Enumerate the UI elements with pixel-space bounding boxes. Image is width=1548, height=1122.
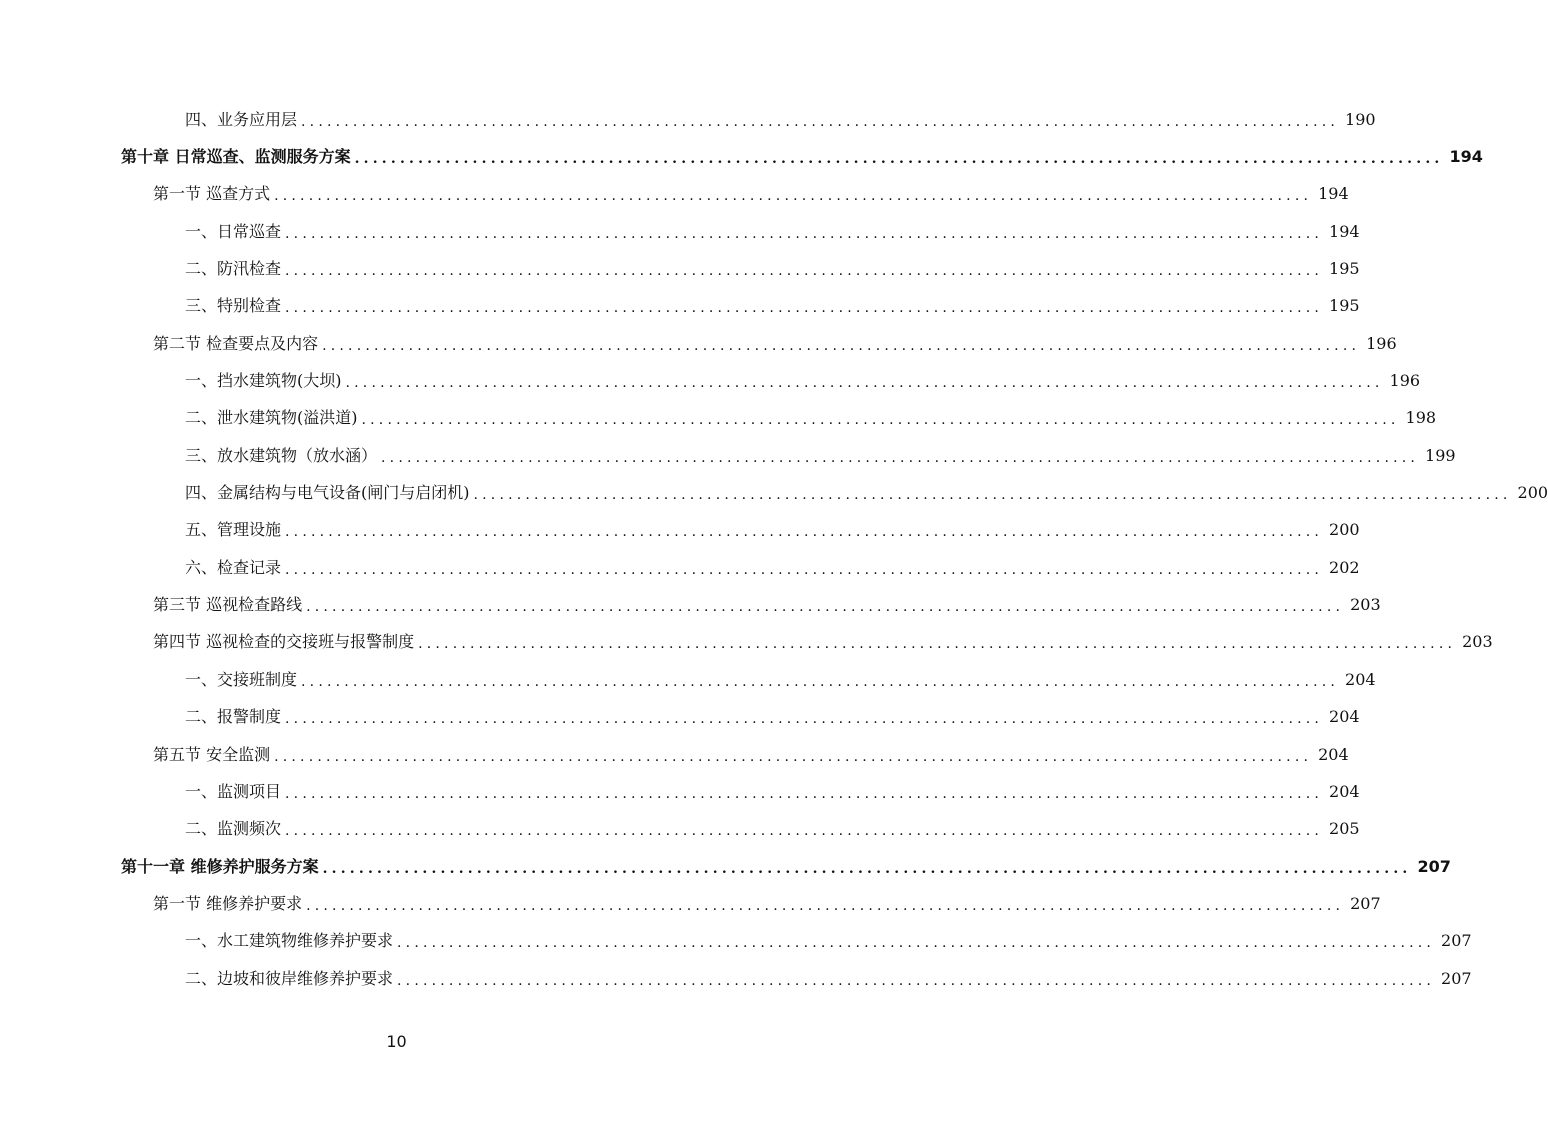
toc-entry xyxy=(0,213,1360,250)
toc-entry-title: 一、交接班制度 xyxy=(185,669,298,689)
dot-leader: ........................................................................................................................ xyxy=(285,263,1324,280)
toc-entry-title: 二、监测频次 xyxy=(185,819,282,839)
toc-entry-title: 第四节 巡视检查的交接班与报警制度 xyxy=(153,632,415,652)
toc-entry xyxy=(0,811,1360,848)
toc-entry-page: 199 xyxy=(1425,445,1456,465)
toc-entry xyxy=(0,624,1493,661)
dot-leader: ........................................................................................................................ xyxy=(285,785,1324,802)
toc-entry-page: 204 xyxy=(1329,781,1360,801)
toc-entry-page: 203 xyxy=(1350,595,1381,615)
dot-leader: ........................................................................................................................ xyxy=(418,636,1457,653)
toc-entry xyxy=(0,474,1548,511)
toc-entry-page: 195 xyxy=(1329,296,1360,316)
dot-leader: ........................................................................................................................ xyxy=(301,673,1340,690)
toc-entry-title: 一、挡水建筑物(大坝) xyxy=(185,371,342,391)
toc-entry-page: 207 xyxy=(1350,893,1381,913)
dot-leader: ........................................................................................................................ xyxy=(285,225,1324,242)
toc-entry-page: 207 xyxy=(1441,968,1472,988)
toc-entry-title: 三、放水建筑物（放水涵） xyxy=(185,445,378,465)
dot-leader: ........................................................................................................................ xyxy=(285,711,1324,728)
toc-entry-page: 204 xyxy=(1345,669,1376,689)
dot-leader: ........................................................................................................................ xyxy=(322,860,1412,877)
toc-entry-page: 204 xyxy=(1318,744,1349,764)
toc-entry xyxy=(0,923,1472,960)
toc-entry-title: 第一节 维修养护要求 xyxy=(153,893,303,913)
dot-leader: ........................................................................................................................ xyxy=(274,188,1313,205)
toc-entry xyxy=(0,960,1472,997)
toc-entry xyxy=(0,661,1376,698)
toc-entry-title: 六、检查记录 xyxy=(185,557,282,577)
toc-entry xyxy=(0,773,1360,810)
toc-entry-title: 第一节 巡查方式 xyxy=(153,184,271,204)
dot-leader: ........................................................................................................................ xyxy=(322,337,1361,354)
toc-entry-page: 200 xyxy=(1517,483,1548,503)
toc-entry-page: 190 xyxy=(1345,109,1376,129)
toc-entry-page: 194 xyxy=(1449,147,1483,167)
dot-leader: ........................................................................................................................ xyxy=(285,524,1324,541)
toc-entry-page: 204 xyxy=(1329,707,1360,727)
toc-entry-title: 一、日常巡查 xyxy=(185,221,282,241)
toc-entry-page: 195 xyxy=(1329,259,1360,279)
toc-entry xyxy=(0,400,1437,437)
table-of-contents xyxy=(0,101,1548,997)
toc-entry-title: 第十一章 维修养护服务方案 xyxy=(121,856,319,876)
toc-entry-page: 203 xyxy=(1462,632,1493,652)
toc-entry-title: 第三节 巡视检查路线 xyxy=(153,595,303,615)
toc-entry xyxy=(0,736,1349,773)
toc-entry-title: 二、边坡和彼岸维修养护要求 xyxy=(185,968,394,988)
dot-leader: ........................................................................................................................ xyxy=(285,300,1324,317)
toc-entry-title: 二、泄水建筑物(溢洪道) xyxy=(185,408,358,428)
dot-leader: ........................................................................................................................ xyxy=(285,823,1324,840)
toc-entry xyxy=(0,848,1451,885)
toc-entry xyxy=(0,362,1421,399)
dot-leader: ........................................................................................................................ xyxy=(306,599,1345,616)
toc-entry-title: 五、管理设施 xyxy=(185,520,282,540)
dot-leader: ........................................................................................................................ xyxy=(306,897,1345,914)
toc-entry-title: 四、业务应用层 xyxy=(185,109,298,129)
dot-leader: ........................................................................................................................ xyxy=(361,412,1400,429)
toc-entry-page: 194 xyxy=(1329,221,1360,241)
dot-leader: ........................................................................................................................ xyxy=(473,487,1512,504)
toc-entry xyxy=(0,288,1360,325)
dot-leader: ........................................................................................................................ xyxy=(274,748,1313,765)
toc-entry-page: 200 xyxy=(1329,520,1360,540)
toc-entry xyxy=(0,549,1360,586)
dot-leader: ........................................................................................................................ xyxy=(285,561,1324,578)
toc-entry-page: 198 xyxy=(1405,408,1437,428)
toc-entry xyxy=(0,586,1381,623)
dot-leader: ........................................................................................................................ xyxy=(397,935,1436,952)
dot-leader: ........................................................................................................................ xyxy=(345,375,1384,392)
toc-entry-title: 二、防汛检查 xyxy=(185,259,282,279)
toc-entry-title: 一、监测项目 xyxy=(185,781,282,801)
toc-entry-page: 207 xyxy=(1417,856,1451,876)
toc-entry-title: 第二节 检查要点及内容 xyxy=(153,333,319,353)
toc-entry-title: 三、特别检查 xyxy=(185,296,282,316)
dot-leader: ........................................................................................................................ xyxy=(381,449,1420,466)
toc-entry xyxy=(0,512,1360,549)
page-number: 10 xyxy=(386,1032,407,1051)
toc-entry-title: 第十章 日常巡查、监测服务方案 xyxy=(121,147,351,167)
toc-entry-page: 196 xyxy=(1389,371,1421,391)
toc-entry-title: 一、水工建筑物维修养护要求 xyxy=(185,931,394,951)
toc-entry xyxy=(0,325,1397,362)
toc-entry xyxy=(0,250,1360,287)
toc-entry-page: 196 xyxy=(1366,333,1397,353)
dot-leader: ........................................................................................................................ xyxy=(354,151,1444,168)
toc-entry xyxy=(0,138,1483,175)
toc-entry xyxy=(0,699,1360,736)
toc-entry xyxy=(0,885,1381,922)
toc-entry-page: 194 xyxy=(1318,184,1349,204)
toc-entry xyxy=(0,176,1349,213)
toc-entry-page: 205 xyxy=(1329,819,1360,839)
dot-leader: ........................................................................................................................ xyxy=(397,972,1436,989)
toc-entry-title: 二、报警制度 xyxy=(185,707,282,727)
dot-leader: ........................................................................................................................ xyxy=(301,113,1340,130)
toc-entry xyxy=(0,437,1456,474)
toc-entry-page: 202 xyxy=(1329,557,1360,577)
toc-entry-title: 四、金属结构与电气设备(闸门与启闭机) xyxy=(185,483,470,503)
toc-entry xyxy=(0,101,1376,138)
toc-entry-title: 第五节 安全监测 xyxy=(153,744,271,764)
toc-entry-page: 207 xyxy=(1441,931,1472,951)
